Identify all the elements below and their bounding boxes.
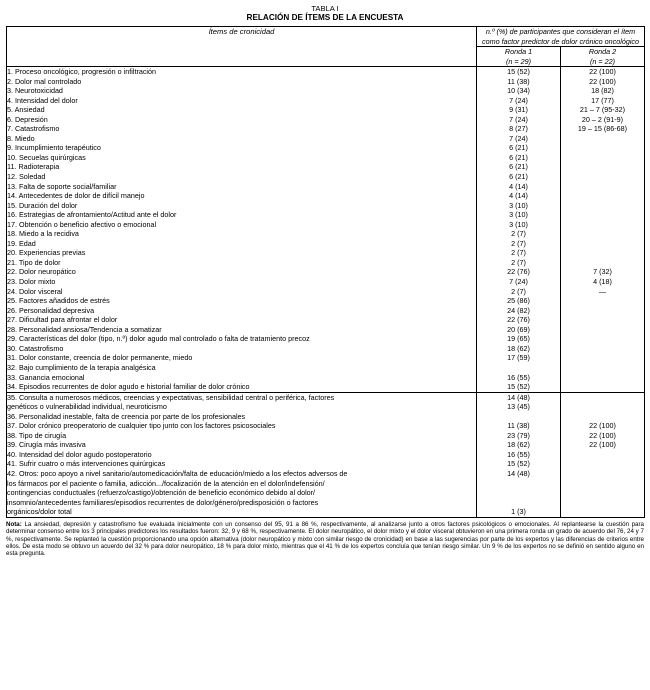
item-label: 40. Intensidad del dolor agudo postoperatorio	[7, 449, 152, 459]
round-2-value	[561, 373, 644, 383]
item-label: 2. Dolor mal controlado	[7, 76, 82, 86]
table-body-block-1	[7, 67, 645, 393]
round-2-value: 17 (77)	[591, 95, 614, 105]
item-label: 41. Sufrir cuatro o más intervenciones quirúrgicas	[7, 459, 166, 469]
item-label: 37. Dolor crónico preoperatorio de cualquier tipo junto con los factores psicosociales	[7, 421, 276, 431]
round-1-value: 10 (34)	[507, 86, 530, 96]
item-label: 29. Características del dolor (tipo, n.º) dolor agudo mal controlado o falta de tratamiento precoz	[7, 334, 310, 344]
item-label: 1. Proceso oncológico, progresión o infiltración	[7, 67, 157, 76]
round-2-value: 7 (32)	[593, 267, 612, 277]
item-label: 39. Cirugía más invasiva	[7, 440, 86, 450]
header-round-2	[561, 47, 645, 67]
round-2-value	[561, 162, 644, 172]
round-2-value	[561, 402, 644, 412]
round-1-value: 15 (52)	[507, 459, 530, 469]
item-label: 25. Factores añadidos de estrés	[7, 296, 110, 306]
round-2-value: 22 (100)	[589, 421, 616, 431]
round-1-value	[477, 479, 560, 489]
round-2-value	[561, 488, 644, 498]
round-2-value: 22 (100)	[589, 430, 616, 440]
item-label: 9. Incumplimiento terapéutico	[7, 143, 101, 153]
item-label: 27. Dificultad para afrontar el dolor	[7, 315, 118, 325]
item-label: 19. Edad	[7, 238, 36, 248]
round-2-value: 22 (100)	[589, 76, 616, 86]
item-label: 32. Bajo cumplimiento de la terapia analgésica	[7, 362, 156, 372]
round-1-value: 19 (65)	[507, 334, 530, 344]
table-title: RELACIÓN DE ÍTEMS DE LA ENCUESTA	[246, 13, 404, 22]
round-1-value: 7 (24)	[509, 133, 528, 143]
table-label: TABLA I	[311, 4, 339, 13]
item-label: 14. Antecedentes de dolor de difícil manejo	[7, 191, 145, 201]
round-1-value: 8 (27)	[509, 124, 528, 134]
item-label: 3. Neurotoxicidad	[7, 86, 63, 96]
round-2-value	[561, 479, 644, 489]
item-label: 23. Dolor mixto	[7, 277, 56, 287]
round-2-value	[561, 498, 644, 508]
round-1-value	[477, 488, 560, 498]
round-2-value	[561, 344, 644, 354]
items-column-block-1	[7, 67, 477, 393]
round-2-value	[561, 412, 644, 422]
item-label: 20. Experiencias previas	[7, 248, 86, 258]
round-1-value	[477, 412, 560, 422]
item-label: 8. Miedo	[7, 133, 35, 143]
round-2-value	[561, 210, 644, 220]
round-1-label: Ronda 1	[504, 47, 533, 56]
item-label: 36. Personalidad inestable, falta de creencia por parte de los profesionales	[7, 411, 246, 421]
item-label: 34. Episodios recurrentes de dolor agudo e historial familiar de dolor crónico	[7, 382, 250, 392]
item-label: 4. Intensidad del dolor	[7, 95, 78, 105]
round-2-value	[561, 296, 644, 306]
item-label: 21. Tipo de dolor	[7, 257, 61, 267]
round-1-value	[477, 498, 560, 508]
round-2-label: Ronda 2	[588, 47, 617, 56]
round-2-value: 18 (82)	[591, 86, 614, 96]
item-label: orgánicos/dolor total	[7, 507, 72, 517]
item-label: 13. Falta de soporte social/familiar	[7, 181, 117, 191]
item-label: 42. Otros: poco apoyo a nivel sanitario/automedicación/falta de educación/miedo a los efectos adversos de	[7, 468, 348, 478]
round-1-value: 15 (52)	[507, 67, 530, 76]
items-column-block-2	[7, 392, 477, 517]
round-1-value: 14 (48)	[507, 392, 530, 402]
round-1-value: 17 (59)	[507, 353, 530, 363]
round-2-value	[561, 325, 644, 335]
round-1-value: 6 (21)	[509, 143, 528, 153]
round-1-value: 7 (24)	[509, 114, 528, 124]
round-1-value: 1 (3)	[511, 507, 526, 517]
round-1-value: 16 (55)	[507, 372, 530, 382]
round-1-value: 6 (21)	[509, 162, 528, 172]
round-2-value	[561, 182, 644, 192]
round-1-value: 25 (86)	[507, 296, 530, 306]
round-1-value: 18 (62)	[507, 343, 530, 353]
round-2-value: 22 (100)	[589, 67, 616, 76]
round-1-value: 7 (24)	[509, 277, 528, 287]
round-2-value: —	[598, 286, 607, 296]
item-label: insomnio/antecedentes familiares/episodios recurrentes de dolor/género/predisposición o factores	[7, 497, 319, 507]
round-2-value	[561, 239, 644, 249]
round-2-value	[561, 143, 644, 153]
round-1-value: 2 (7)	[511, 229, 526, 239]
header-items: Ítems de cronicidad	[7, 27, 477, 67]
item-label: los fármacos por el paciente o familia, adicción.../focalización de la atención en el dolor/indefensión/	[7, 478, 325, 488]
item-label: 33. Ganancia emocional	[7, 372, 85, 382]
round-2-value: 19 – 15 (86-68)	[577, 124, 628, 134]
round-1-value: 3 (10)	[509, 219, 528, 229]
round-2-value	[561, 393, 644, 403]
round-2-value	[561, 315, 644, 325]
round-2-value: 20 – 2 (91-9)	[581, 114, 624, 124]
round-1-value: 2 (7)	[511, 257, 526, 267]
round-1-value: 18 (62)	[507, 440, 530, 450]
round-1-value: 3 (10)	[509, 200, 528, 210]
round-2-value: 22 (100)	[589, 440, 616, 450]
round-2-value	[561, 134, 644, 144]
item-label: 16. Estrategias de afrontamiento/Actitud ante el dolor	[7, 210, 177, 220]
round-2-value	[561, 459, 644, 469]
round-1-column-block-2	[477, 392, 561, 517]
round-2-value: 21 – 7 (95-32)	[579, 105, 626, 115]
header-participants: n.º (%) de participantes que consideran el ítem como factor predictor de dolor crónico oncológico	[477, 27, 645, 47]
round-2-value	[561, 507, 644, 517]
round-1-value: 11 (38)	[507, 421, 530, 431]
item-label: 7. Catastrofismo	[7, 124, 60, 134]
round-2-value	[561, 306, 644, 316]
item-label: genéticos o vulnerabilidad individual, neuroticismo	[7, 402, 167, 412]
round-2-value	[561, 229, 644, 239]
round-1-column-block-1	[477, 67, 561, 393]
item-label: 12. Soledad	[7, 172, 46, 182]
round-1-value: 20 (69)	[507, 324, 530, 334]
round-1-value: 15 (52)	[507, 382, 530, 392]
round-1-value: 24 (82)	[507, 305, 530, 315]
header-round-1	[477, 47, 561, 67]
round-1-value: 2 (7)	[511, 248, 526, 258]
round-2-value	[561, 382, 644, 392]
item-label: 10. Secuelas quirúrgicas	[7, 152, 86, 162]
round-1-value: 22 (76)	[507, 315, 530, 325]
item-label: 17. Obtención o beneficio afectivo o emocional	[7, 219, 157, 229]
round-1-value: 3 (10)	[509, 210, 528, 220]
round-1-value: 13 (45)	[507, 402, 530, 412]
round-1-value: 7 (24)	[509, 95, 528, 105]
round-2-value	[561, 450, 644, 460]
round-1-value: 6 (21)	[509, 172, 528, 182]
round-2-value: 4 (18)	[593, 277, 612, 287]
item-label: 22. Dolor neuropático	[7, 267, 76, 277]
item-label: 30. Catastrofismo	[7, 343, 64, 353]
round-2-column-block-2	[561, 392, 645, 517]
round-2-value	[561, 258, 644, 268]
survey-items-table	[6, 26, 645, 518]
item-label: 31. Dolor constante, creencia de dolor permanente, miedo	[7, 353, 193, 363]
round-1-n: (n = 29)	[506, 56, 531, 66]
round-2-n: (n = 22)	[590, 56, 615, 66]
round-2-value	[561, 469, 644, 479]
round-1-value: 14 (48)	[507, 468, 530, 478]
table-header-row	[7, 27, 645, 47]
table-notes	[6, 521, 644, 558]
item-label: 24. Dolor visceral	[7, 286, 63, 296]
notes-label: Nota:	[6, 520, 22, 528]
round-1-value: 23 (79)	[507, 430, 530, 440]
notes-text: La ansiedad, depresión y catastrofismo fue evaluada inicialmente con un consenso del 95, 91 a 86 %, respectivamente, al analizarse junto a otros factores psicológicos o emocionales. Al replantearse la cuestión para determinar consenso entre los 3 principales predictores los resultados fueron: 32, 9 y 68 %, respectivamente. El dolor neuropático, el dolor mixto y el dolor visceral obtuvieron en una primera ronda un grado de acuerdo del 76, 24 y 7 %, respectivamente. Se replanteó la cuestión proporcionando una opción alternativa (dolor neuropático y mixto con similar riesgo de cronicidad) en base a las sugerencias por parte de los expertos y las diferencias de criterios entre ellos. De esta modo se obtuvo un acuerdo del 32 % para dolor neuropático, 18 % para dolor mixto, mientras que el 41 % de los expertos concluía que tenían riesgo similar. Un 9 % de los expertos no se definió en sentido alguno en esta pregunta.	[6, 520, 644, 558]
round-2-value	[561, 363, 644, 373]
item-label: 38. Tipo de cirugía	[7, 430, 67, 440]
item-label: 15. Duración del dolor	[7, 200, 78, 210]
round-1-value: 6 (21)	[509, 152, 528, 162]
round-1-value: 2 (7)	[511, 238, 526, 248]
round-1-value	[477, 363, 560, 373]
round-2-value	[561, 220, 644, 230]
round-1-value: 9 (31)	[509, 105, 528, 115]
round-1-value: 11 (38)	[507, 76, 530, 86]
item-label: 6. Depresión	[7, 114, 48, 124]
round-1-value: 4 (14)	[509, 181, 528, 191]
round-2-value	[561, 248, 644, 258]
item-label: 35. Consulta a numerosos médicos, creencias y expectativas, sensibilidad central o periférica, factores	[7, 392, 335, 402]
item-label: 28. Personalidad ansiosa/Tendencia a somatizar	[7, 324, 162, 334]
item-label: 5. Ansiedad	[7, 105, 45, 115]
item-label: 11. Radioterapia	[7, 162, 60, 172]
round-2-value	[561, 201, 644, 211]
round-2-value	[561, 353, 644, 363]
round-2-value	[561, 172, 644, 182]
round-2-value	[561, 153, 644, 163]
item-label: contingencias conductuales (refuerzo/castigo)/obtención de beneficio económico debido al dolor/	[7, 488, 316, 498]
round-1-value: 16 (55)	[507, 449, 530, 459]
round-1-value: 22 (76)	[507, 267, 530, 277]
item-label: 26. Personalidad depresiva	[7, 305, 95, 315]
round-2-value	[561, 334, 644, 344]
round-2-column-block-1	[561, 67, 645, 393]
round-1-value: 4 (14)	[509, 191, 528, 201]
item-label: 18. Miedo a la recidiva	[7, 229, 79, 239]
round-2-value	[561, 191, 644, 201]
round-1-value: 2 (7)	[511, 286, 526, 296]
table-body-block-2	[7, 392, 645, 517]
